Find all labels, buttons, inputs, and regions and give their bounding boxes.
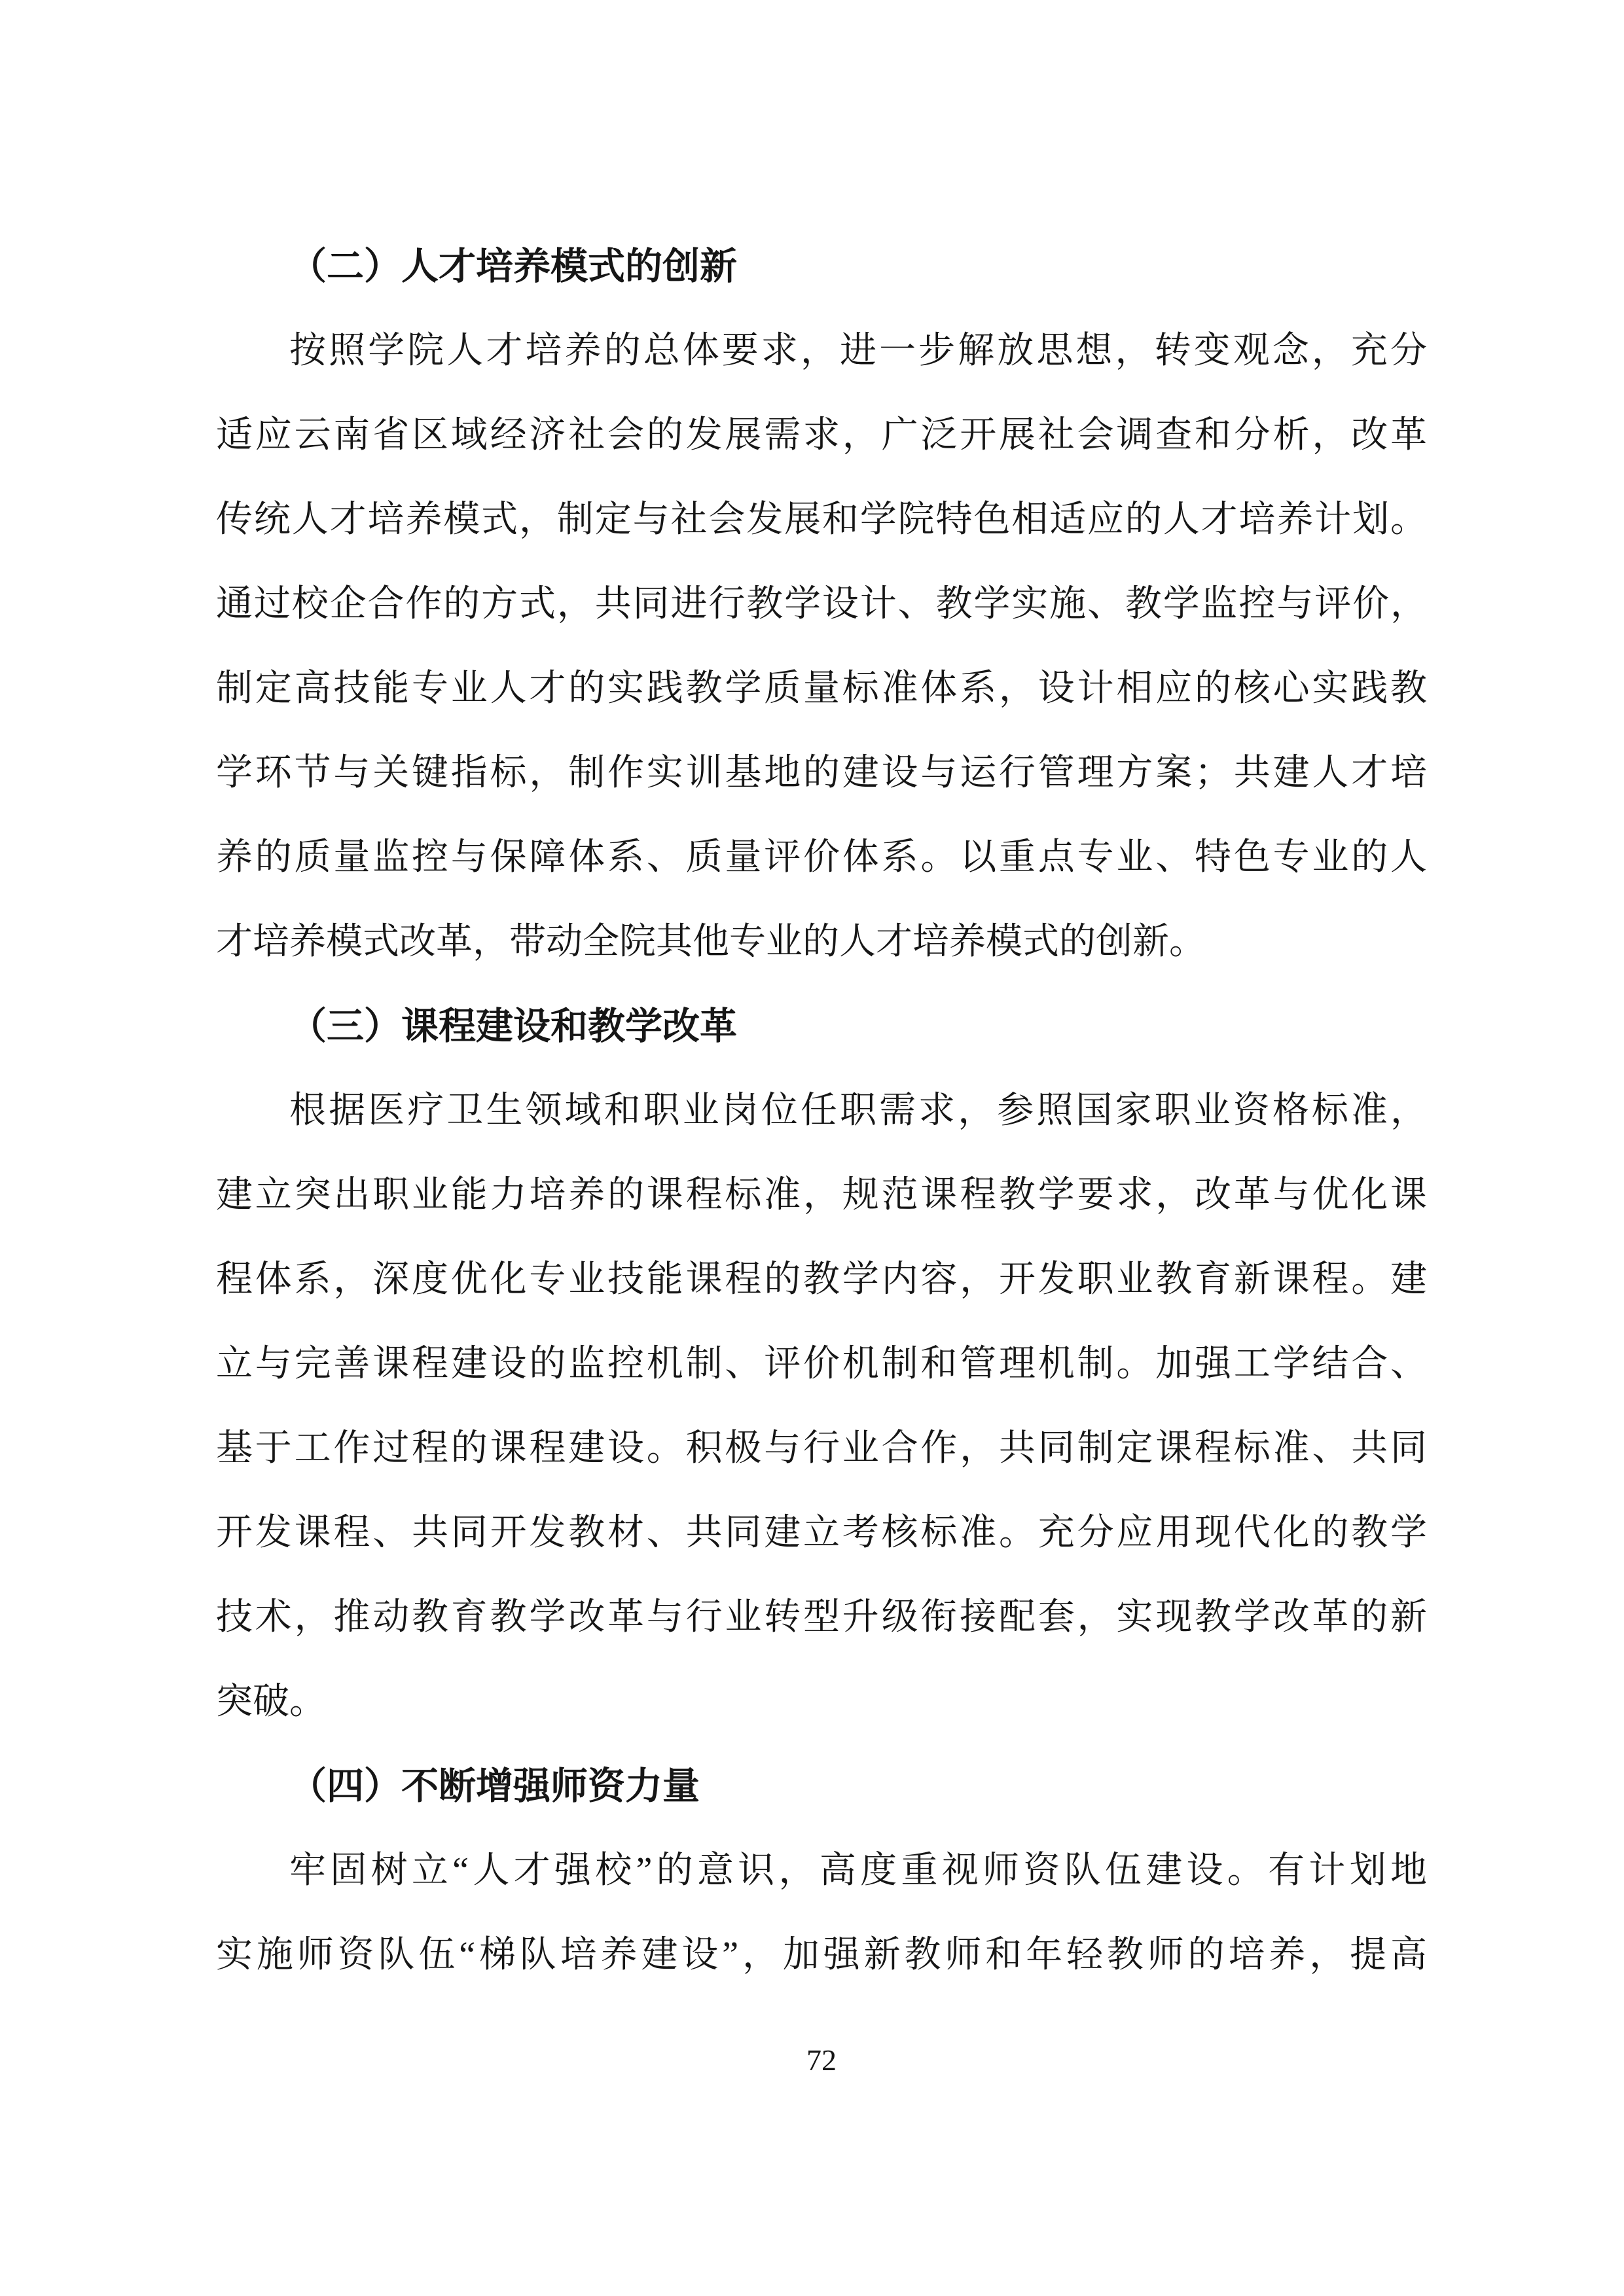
paragraph-line: 基于工作过程的课程建设。积极与行业合作，共同制定课程标准、共同 [216,1428,1427,1469]
paragraph-line: 根据医疗卫生领域和职业岗位任职需求，参照国家职业资格标准， [289,1090,1427,1131]
document-body [216,224,1427,1998]
paragraph-line: 学环节与关键指标，制作实训基地的建设与运行管理方案；共建人才培 [216,753,1427,793]
section-heading: （三）课程建设和教学改革 [289,1006,737,1047]
section-heading: （二）人才培养模式的创新 [289,246,737,287]
paragraph-line: 程体系，深度优化专业技能课程的教学内容，开发职业教育新课程。建 [216,1259,1427,1300]
section-heading: （四）不断增强师资力量 [289,1766,700,1807]
paragraph-line: 建立突出职业能力培养的课程标准，规范课程教学要求，改革与优化课 [216,1175,1427,1215]
page-footer [216,2041,1427,2080]
paragraph-line: 突破。 [216,1681,326,1722]
paragraph-line: 立与完善课程建设的监控机制、评价机制和管理机制。加强工学结合、 [216,1344,1427,1384]
paragraph-line: 牢固树立“人才强校”的意识，高度重视师资队伍建设。有计划地 [289,1850,1427,1891]
paragraph-line: 适应云南省区域经济社会的发展需求，广泛开展社会调查和分析，改革 [216,415,1427,456]
paragraph-line: 制定高技能专业人才的实践教学质量标准体系，设计相应的核心实践教 [216,668,1427,709]
paragraph-line: 才培养模式改革，带动全院其他专业的人才培养模式的创新。 [216,922,1206,962]
paragraph-line: 通过校企合作的方式，共同进行教学设计、教学实施、教学监控与评价， [216,584,1427,624]
paragraph-line: 开发课程、共同开发教材、共同建立考核标准。充分应用现代化的教学 [216,1513,1427,1553]
paragraph-line: 实施师资队伍“梯队培养建设”，加强新教师和年轻教师的培养，提高 [216,1935,1427,1975]
paragraph-line: 技术，推动教育教学改革与行业转型升级衔接配套，实现教学改革的新 [216,1597,1427,1638]
paragraph-line: 按照学院人才培养的总体要求，进一步解放思想，转变观念，充分 [289,331,1427,371]
paragraph-line: 传统人才培养模式，制定与社会发展和学院特色相适应的人才培养计划。 [216,499,1427,540]
page-number: 72 [806,2043,837,2077]
paragraph-line: 养的质量监控与保障体系、质量评价体系。以重点专业、特色专业的人 [216,837,1427,878]
